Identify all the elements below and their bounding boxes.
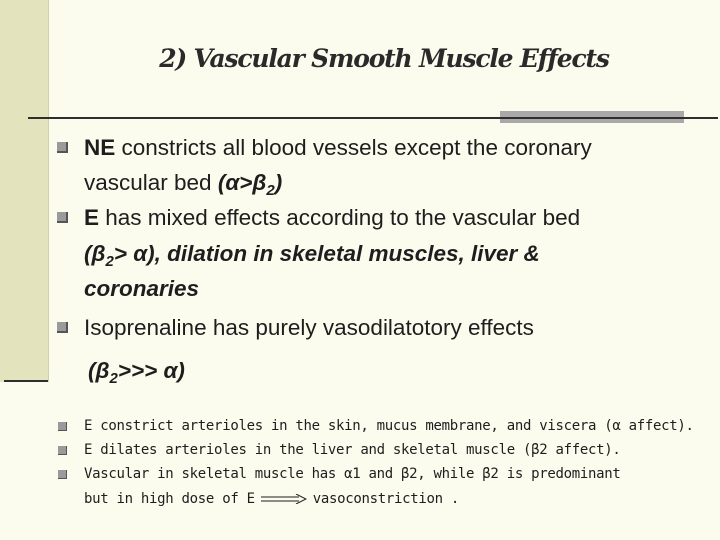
bullet-marker xyxy=(57,212,68,223)
slide-title: 2) Vascular Smooth Muscle Effects xyxy=(159,44,609,73)
bullet-2-lead: E xyxy=(84,205,100,230)
left-accent-band xyxy=(0,0,49,382)
note-1: E constrict arterioles in the skin, mucus membrane, and viscera (α affect). xyxy=(84,418,694,434)
bullet-2-line-3: coronaries xyxy=(84,276,200,301)
receptor-subscript: 2 xyxy=(109,370,118,387)
bullet-1-line-1 xyxy=(84,135,592,161)
title-divider-line xyxy=(28,117,718,119)
receptor-subscript: 2 xyxy=(266,182,275,199)
bullet-2-text: has mixed effects according to the vascular bed xyxy=(99,205,581,230)
bullet-marker xyxy=(57,322,68,333)
implies-arrow-icon xyxy=(261,494,307,504)
note-bullet-marker xyxy=(58,470,67,479)
bullet-3-line-2 xyxy=(88,358,185,387)
note-3: Vascular in skeletal muscle has α1 and β2, while β2 is predominant xyxy=(84,466,621,482)
receptor-text: ) xyxy=(274,170,283,195)
receptor-text: >>> α) xyxy=(117,358,185,383)
note-bullet-marker xyxy=(58,422,67,431)
bullet-3-line-1: Isoprenaline has purely vasodilatotory effects xyxy=(84,315,534,340)
note-bullet-marker xyxy=(58,446,67,455)
note-3-continuation xyxy=(84,490,459,508)
bullet-1-receptor xyxy=(217,170,283,199)
receptor-text: (β xyxy=(88,358,110,383)
bullet-marker xyxy=(57,142,68,153)
receptor-text: > α), dilation in skeletal muscles, liver & xyxy=(113,241,540,266)
note-continuation-post: vasoconstriction . xyxy=(312,491,460,507)
left-divider-line xyxy=(4,380,48,382)
note-continuation-pre: but in high dose of E xyxy=(84,491,255,507)
bullet-1-text-cont: vascular bed xyxy=(84,170,218,195)
receptor-text: (α>β xyxy=(217,170,267,195)
bullet-1-lead: NE xyxy=(84,135,116,160)
bullet-1-line-2 xyxy=(84,170,282,199)
bullet-2-line-1 xyxy=(84,205,580,231)
note-2: E dilates arterioles in the liver and skeletal muscle (β2 affect). xyxy=(84,442,621,458)
receptor-subscript: 2 xyxy=(105,253,114,270)
bullet-2-line-2 xyxy=(84,241,540,270)
bullet-1-text: constricts all blood vessels except the coronary xyxy=(115,135,592,160)
receptor-text: (β xyxy=(84,241,106,266)
